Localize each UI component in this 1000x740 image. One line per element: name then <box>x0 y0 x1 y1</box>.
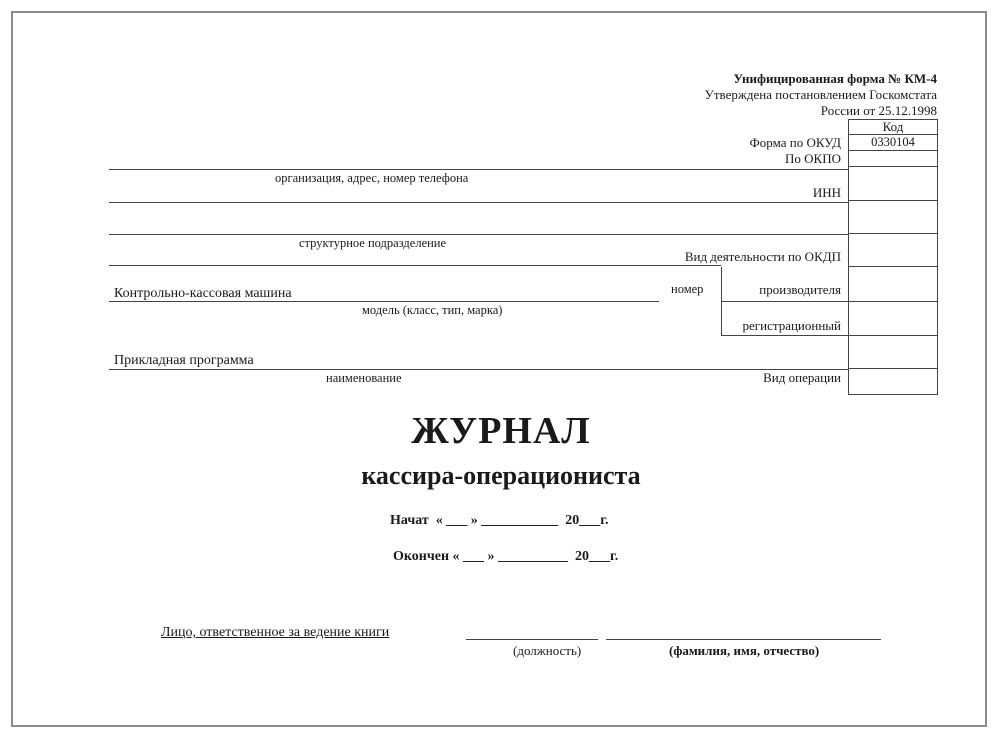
nomer-label: номер <box>671 282 704 296</box>
full-name-line[interactable] <box>606 639 881 640</box>
organization-line[interactable] <box>109 169 848 170</box>
inn-label: ИНН <box>812 185 841 200</box>
approval-date-line: России от 25.12.1998 <box>820 103 937 118</box>
approval-line: Утверждена постановлением Госкомстата <box>704 87 937 102</box>
registration-number-label: регистрационный <box>742 318 841 333</box>
okud-label: Форма по ОКУД <box>749 135 841 150</box>
kkm-model-caption: модель (класс, тип, марка) <box>362 303 503 317</box>
manufacturer-number-label: производителя <box>759 282 841 297</box>
journal-title: ЖУРНАЛ <box>411 410 591 452</box>
blank-line <box>109 202 848 203</box>
okud-code-value: 0330104 <box>871 135 915 149</box>
app-name-caption: наименование <box>326 371 402 385</box>
kkm-label: Контрольно-кассовая машина <box>114 286 292 301</box>
operation-type-label: Вид операции <box>763 370 841 385</box>
form-number-header: Унифицированная форма № КМ-4 <box>733 71 937 86</box>
form-page <box>11 11 987 727</box>
journal-subtitle: кассира-операциониста <box>361 461 641 490</box>
full-name-caption: (фамилия, имя, отчество) <box>669 643 820 658</box>
kkm-model-line[interactable] <box>109 301 659 302</box>
code-header: Код <box>882 119 904 134</box>
okdp-label: Вид деятельности по ОКДП <box>684 249 841 264</box>
position-line[interactable] <box>466 639 598 640</box>
end-date-field[interactable]: Окончен « ___ » __________ 20___г. <box>393 549 619 564</box>
okpo-label: По ОКПО <box>785 151 841 166</box>
subdivision-line[interactable] <box>109 234 848 235</box>
divider-line <box>109 265 721 266</box>
responsible-person-label: Лицо, ответственное за ведение книги <box>161 625 390 640</box>
app-label: Прикладная программа <box>114 353 254 368</box>
position-caption: (должность) <box>513 643 582 658</box>
app-name-line[interactable] <box>109 369 848 370</box>
start-date-field[interactable]: Начат « ___ » ___________ 20___г. <box>390 513 609 528</box>
subdivision-caption: структурное подразделение <box>299 236 447 250</box>
organization-caption: организация, адрес, номер телефона <box>275 171 469 185</box>
